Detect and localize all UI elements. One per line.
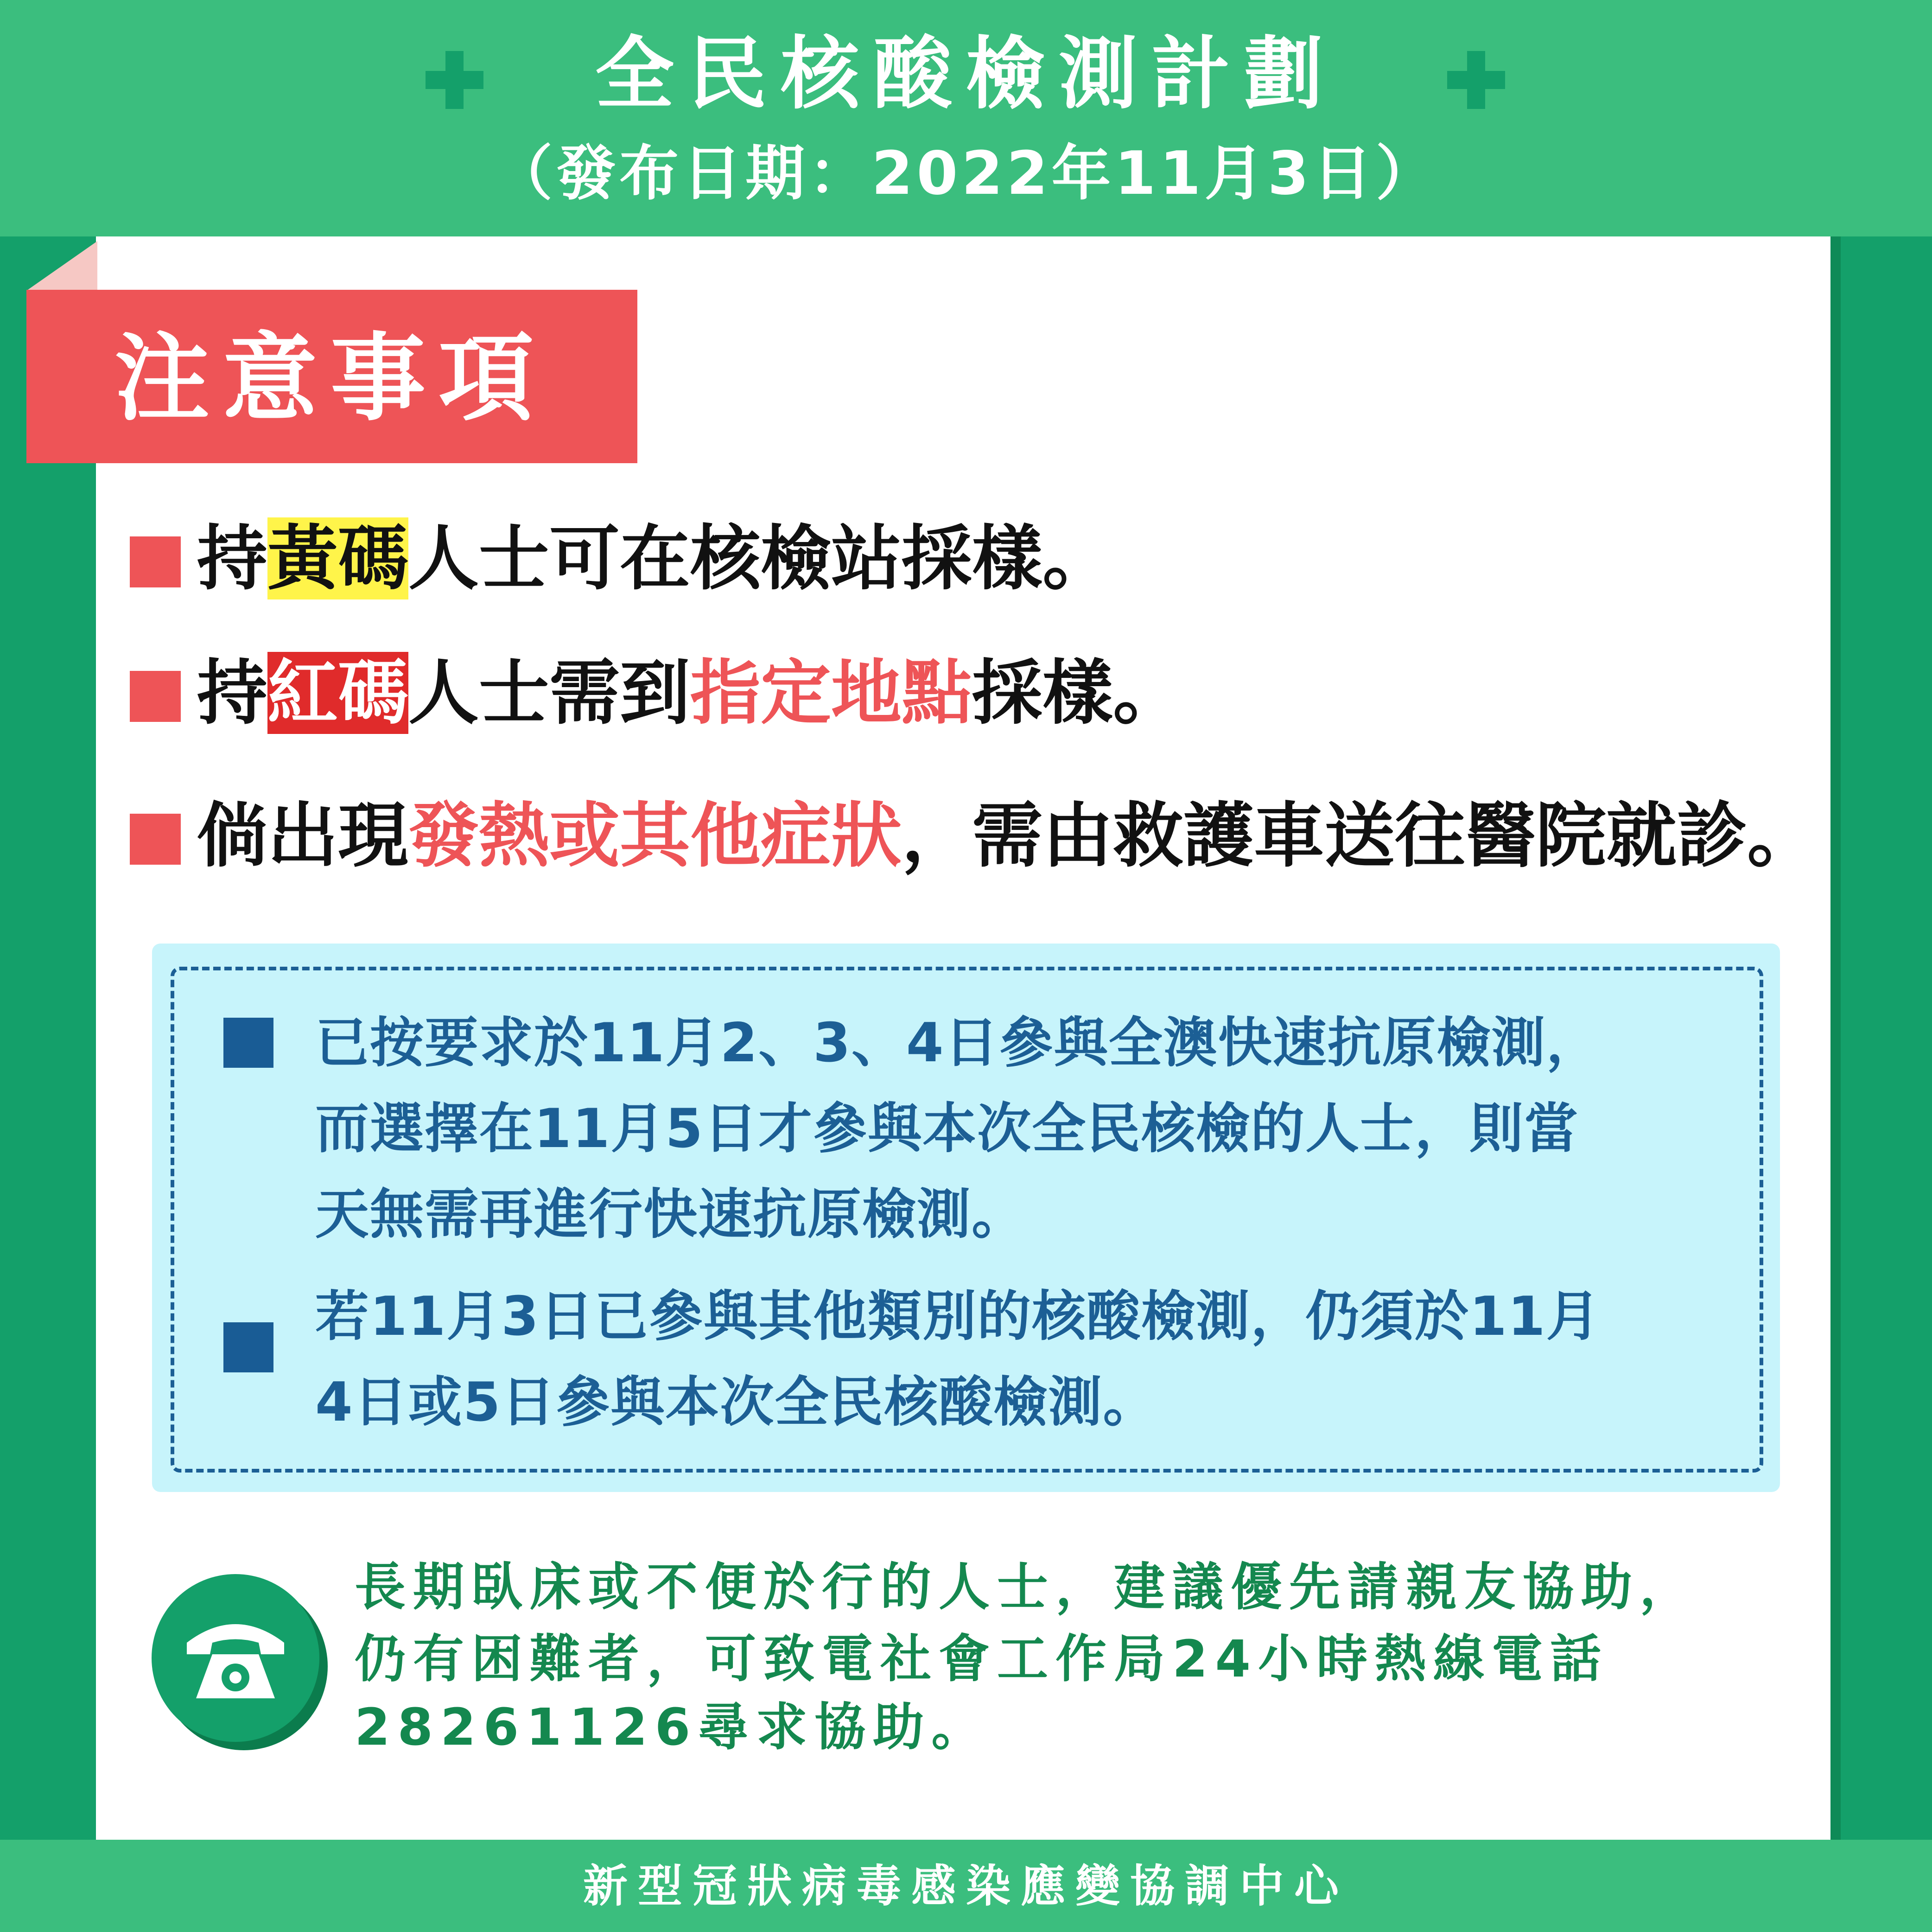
notice-heading: 注意事項 (114, 324, 547, 434)
square-bullet-icon (223, 1018, 273, 1068)
square-bullet-icon (130, 536, 181, 587)
panel-shadow (1830, 236, 1841, 1840)
rule-text: 持紅碼人士需到指定地點採樣。 (197, 652, 1183, 734)
page-title: 全民核酸檢測計劃 (595, 28, 1337, 120)
note-1-line-1: 已按要求於11月2、3、4日參與全澳快速抗原檢測， (315, 1012, 1601, 1074)
telephone-glyph-icon (182, 1610, 289, 1708)
footer-banner (0, 1840, 1932, 1932)
help-line-3: 28261126尋求協助。 (355, 1697, 990, 1757)
square-bullet-icon (130, 671, 181, 722)
note-1-line-2: 而選擇在11月5日才參與本次全民核檢的人士，則當 (315, 1097, 1579, 1160)
help-line-2: 仍有困難者，可致電社會工作局24小時熱線電話 (355, 1629, 1609, 1689)
note-1-line-3: 天無需再進行快速抗原檢測。 (315, 1183, 1026, 1246)
square-bullet-icon (130, 814, 181, 865)
rule-text: 倘出現發熱或其他症狀，需由救護車送往醫院就診。 (197, 795, 1818, 877)
designated-location-text: 指定地點 (690, 652, 972, 734)
footer-organization: 新型冠狀病毒感染應變協調中心 (583, 1860, 1349, 1912)
help-line-1: 長期臥床或不便於行的人士，建議優先請親友協助， (355, 1557, 1698, 1617)
red-code-highlight: 紅碼 (267, 652, 408, 734)
telephone-icon (152, 1574, 319, 1742)
square-bullet-icon (223, 1322, 273, 1372)
rule-text: 持黃碼人士可在核檢站採樣。 (197, 517, 1113, 599)
tag-fold-corner (28, 241, 97, 290)
note-2-line-1: 若11月3日已參與其他類別的核酸檢測，仍須於11月 (315, 1285, 1601, 1348)
publish-date: （發布日期：2022年11月3日） (493, 139, 1439, 208)
note-2-line-2: 4日或5日參與本次全民核酸檢測。 (315, 1371, 1158, 1434)
notice-heading-tag (26, 290, 637, 463)
yellow-code-highlight: 黃碼 (267, 517, 408, 599)
symptoms-text: 發熱或其他症狀 (408, 795, 902, 877)
header-banner (0, 0, 1932, 236)
